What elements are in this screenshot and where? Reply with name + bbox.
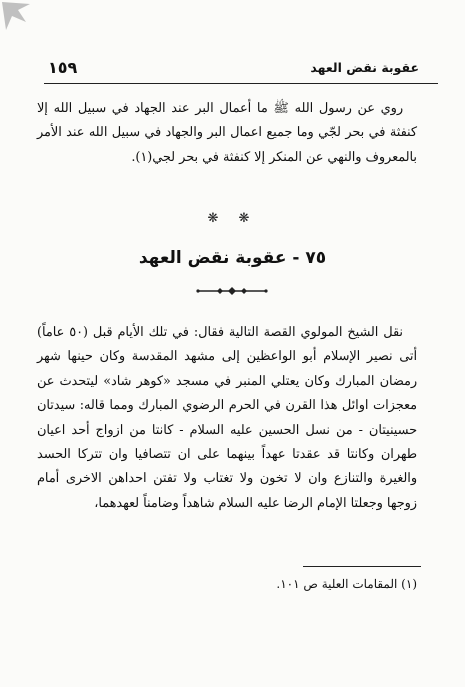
page-number: ١٥٩ [48, 58, 78, 77]
footnote: (١) المقامات العلية ص ١٠١. [276, 577, 417, 591]
scan-corner-mark [0, 0, 40, 40]
title-ornament [196, 286, 268, 296]
paragraph-hadith: روي عن رسول الله ﷺ ما أعمال البر عند الجهاد في سبيل الله إلا كنفثة في بحر لجّي وما جميع اعمال البر والجهاد في سبيل الله عند الأمر بالمعروف والنهي عن المنكر إلا كنفثة في بحر لجي(١). [37, 101, 417, 165]
paragraph-story: نقل الشيخ المولوي القصة التالية فقال: في تلك الأيام قبل (٥٠ عاماً) أتى نصير الإسلام أبو الواعظين إلى مشهد المقدسة وكان حينها شهر رمضان المبارك وكان يعتلي المنبر في مسجد «كوهر شاد» ليتحدث عن معجزات اوائل هذا القرن في الحرم الرضوي المبارك ومما قاله: سيدتان حسينيتان - من نسل الحسين عليه السلام - كانتا من ازواج أحد اعيان طهران وكانتا قد عقدتا عهداً بينهما على ان تتصافيا وان تتركا الحسد والغيرة والتنازع وان لا تخون ولا تغتاب ولا تفتن احداهن الاخرى أمام زوجها وجعلتا الإمام الرضا عليه السلام شاهداً وضامناً لعهدهما، [37, 325, 417, 511]
section-separator: ❋ ❋ [207, 211, 258, 226]
section-title: ٧٥ - عقوبة نقض العهد [138, 248, 327, 268]
header-divider [44, 83, 438, 84]
running-header-title: عقوبة نقض العهد [310, 60, 419, 75]
footnote-divider [303, 566, 421, 567]
